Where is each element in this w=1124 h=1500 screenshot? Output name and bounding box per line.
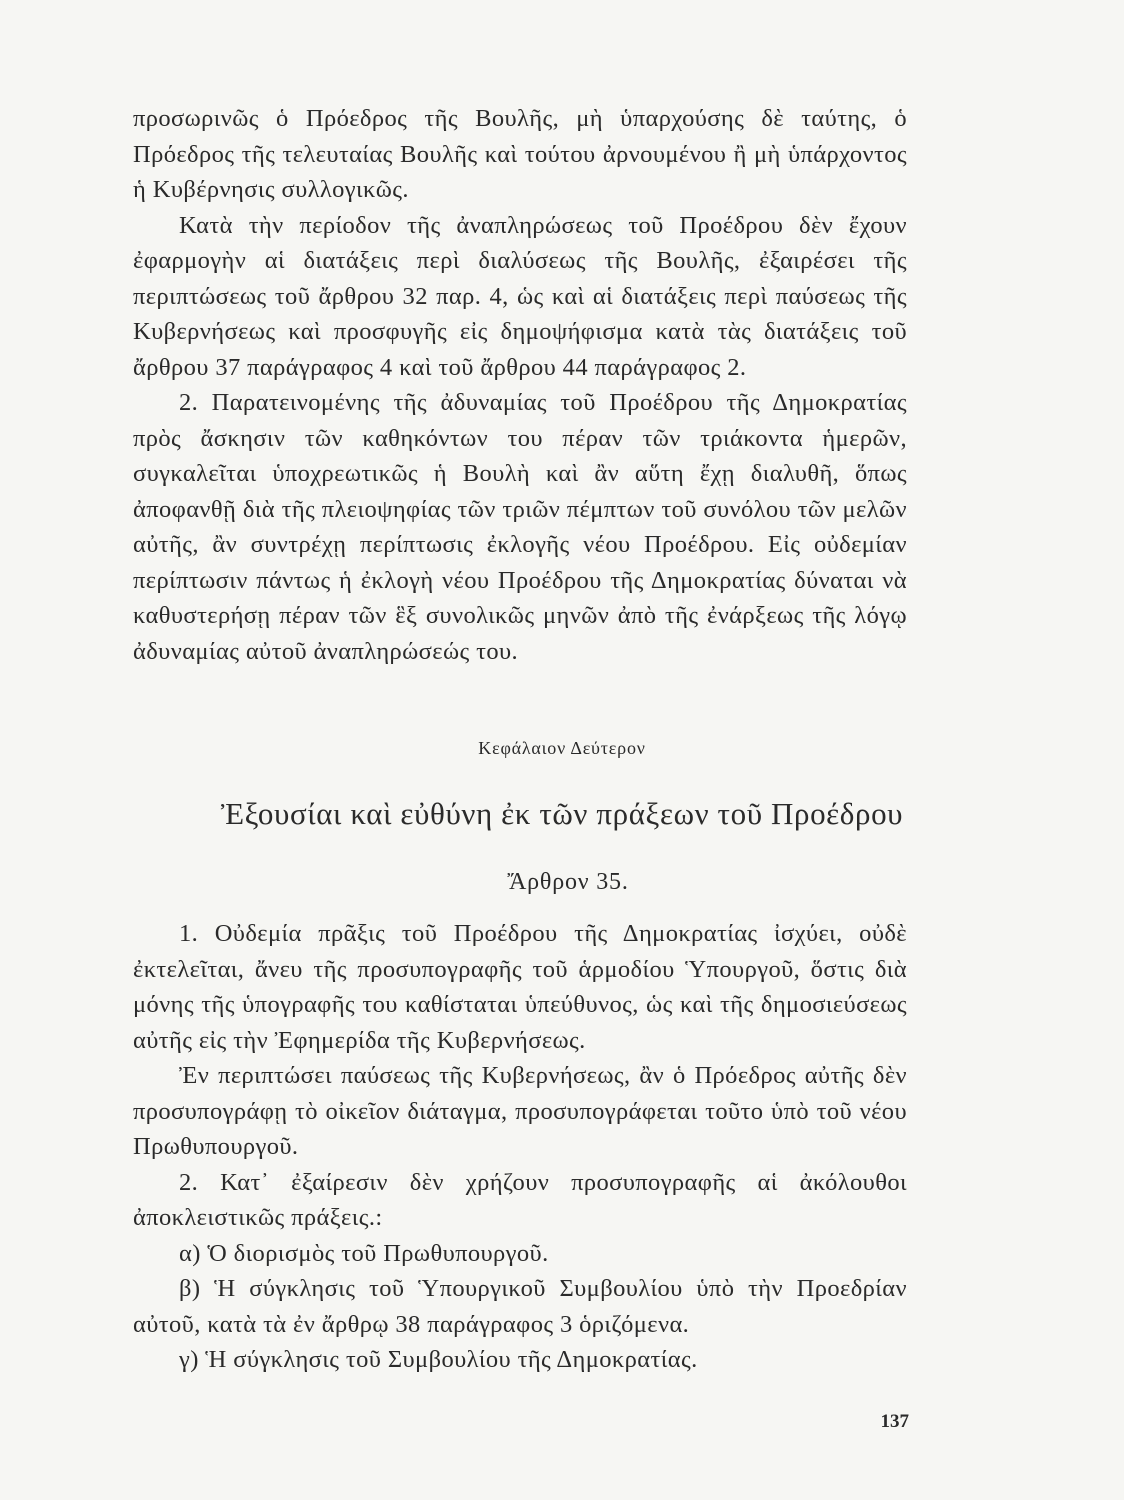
article-text-block bbox=[133, 916, 907, 1378]
list-item-c: γ) Ἡ σύγκλησις τοῦ Συμβουλίου τῆς Δημοκρατίας. bbox=[179, 1346, 698, 1373]
section-heading: Ἐξουσίαι καὶ εὐθύνη ἐκ τῶν πράξεων τοῦ Προέδρου bbox=[220, 796, 904, 831]
chapter-label: Κεφάλαιον Δεύτερον bbox=[478, 738, 646, 758]
paragraph-incapacity: 2. Παρατεινομένης τῆς ἀδυναμίας τοῦ Προέδρου τῆς Δημοκρατίας πρὸς ἄσκησιν τῶν καθηκόντων του πέραν τῶν τριάκοντα ἡμερῶν, συγκαλεῖται ὑποχρεωτικῶς ἡ Βουλὴ καὶ ἂν αὕτη ἔχῃ διαλυθῆ, ὅπως ἀποφανθῇ διὰ τῆς πλειοψηφίας τῶν τριῶν πέμπτων τοῦ συνόλου τῶν μελῶν αὐτῆς, ἂν συντρέχῃ περίπτωσις ἐκλογῆς νέου Προέδρου. Εἰς οὐδεμίαν περίπτωσιν πάντως ἡ ἐκλογὴ νέου Προέδρου τῆς Δημοκρατίας δύναται νὰ καθυστερήσῃ πέραν τῶν ἓξ συνολικῶς μηνῶν ἀπὸ τῆς ἐνάρξεως τῆς λόγῳ ἀδυναμίας αὐτοῦ ἀναπληρώσεώς του. bbox=[133, 389, 907, 665]
article-paragraph-2: 2. Κατ᾿ ἐξαίρεσιν δὲν χρήζουν προσυπογραφῆς αἱ ἀκόλουθοι ἀποκλειστικῶς πράξεις.: bbox=[133, 1168, 907, 1231]
list-item-b: β) Ἡ σύγκλησις τοῦ Ὑπουργικοῦ Συμβουλίου ὑπὸ τὴν Προεδρίαν αὐτοῦ, κατὰ τὰ ἐν ἄρθρῳ 38 παράγραφος 3 ὁριζόμενα. bbox=[133, 1275, 907, 1338]
article-paragraph-1: 1. Οὐδεμία πρᾶξις τοῦ Προέδρου τῆς Δημοκρατίας ἰσχύει, οὐδὲ ἐκτελεῖται, ἄνευ τῆς προσυπογραφῆς τοῦ ἁρμοδίου Ὑπουργοῦ, ὅστις διὰ μόνης τῆς ὑπογραφῆς του καθίσταται ὑπεύθυνος, ὡς καὶ τῆς δημοσιεύσεως αὐτῆς εἰς τὴν Ἐφημερίδα τῆς Κυβερνήσεως. bbox=[133, 920, 907, 1054]
list-item-a: α) Ὁ διορισμὸς τοῦ Πρωθυπουργοῦ. bbox=[179, 1239, 549, 1267]
paragraph-replacement-period: Κατὰ τὴν περίοδον τῆς ἀναπληρώσεως τοῦ Προέδρου δὲν ἔχουν ἐφαρμογὴν αἱ διατάξεις περὶ διαλύσεως τῆς Βουλῆς, ἐξαιρέσει τῆς περιπτώσεως τοῦ ἄρθρου 32 παρ. 4, ὡς καὶ αἱ διατάξεις περὶ παύσεως τῆς Κυβερνήσεως καὶ προσφυγῆς εἰς δημοψήφισμα κατὰ τὰς διατάξεις τοῦ ἄρθρου 37 παράγραφος 4 καὶ τοῦ ἄρθρου 44 παράγραφος 2. bbox=[133, 211, 907, 381]
article-label: Ἄρθρον 35. bbox=[507, 869, 629, 895]
page-number: 137 bbox=[880, 1411, 909, 1432]
top-text-block bbox=[133, 101, 907, 669]
article-paragraph-resignation: Ἐν περιπτώσει παύσεως τῆς Κυβερνήσεως, ἂν ὁ Πρόεδρος αὐτῆς δὲν προσυπογράφῃ τὸ οἰκεῖον διάταγμα, προσυπογράφεται τοῦτο ὑπὸ τοῦ νέου Πρωθυπουργοῦ. bbox=[133, 1062, 907, 1160]
paragraph-continuation: προσωρινῶς ὁ Πρόεδρος τῆς Βουλῆς, μὴ ὑπαρχούσης δὲ ταύτης, ὁ Πρόεδρος τῆς τελευταίας Βουλῆς καὶ τούτου ἀρνουμένου ἢ μὴ ὑπάρχοντος ἡ Κυβέρνησις συλλογικῶς. bbox=[133, 105, 907, 203]
